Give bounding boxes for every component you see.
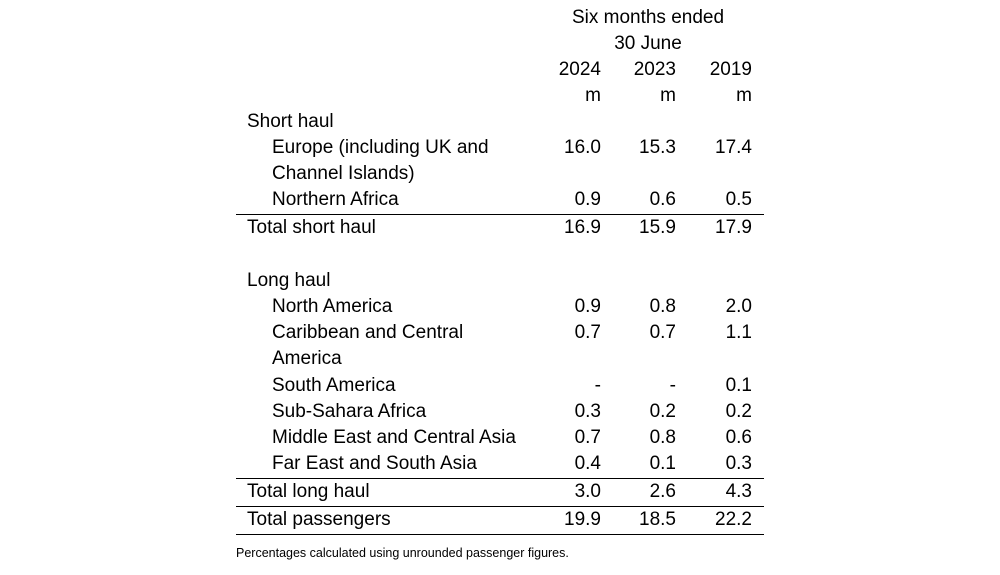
table-row (236, 294, 764, 320)
total-2023: 18.5 (639, 509, 676, 530)
unit-header-row (236, 83, 764, 109)
table-row (236, 373, 764, 399)
total-2023: 2.6 (649, 481, 676, 502)
period-heading-line1: Six months ended (571, 7, 725, 28)
value-2024: 0.3 (574, 401, 601, 422)
total-short-haul-row (236, 215, 764, 241)
section-title: Long haul (247, 270, 331, 291)
row-label-continued: America (272, 348, 342, 369)
value-2024: 0.4 (574, 453, 601, 474)
unit-2024: m (585, 85, 601, 106)
table-row (236, 187, 764, 213)
value-2019: 17.4 (715, 137, 752, 158)
year-header-row (236, 57, 764, 83)
table-row (236, 399, 764, 425)
table-row (236, 135, 764, 161)
row-label-continued: Channel Islands) (272, 163, 415, 184)
divider (236, 534, 764, 535)
total-2019: 17.9 (715, 217, 752, 238)
total-2019: 4.3 (725, 481, 752, 502)
value-2024: 0.7 (574, 427, 601, 448)
total-2019: 22.2 (715, 509, 752, 530)
row-label: Sub-Sahara Africa (272, 401, 427, 422)
value-2019: 0.1 (725, 375, 752, 396)
total-passengers-row (236, 507, 764, 533)
row-label: Middle East and Central Asia (272, 427, 516, 448)
total-label: Total long haul (247, 481, 370, 502)
value-2023: 0.8 (649, 296, 676, 317)
row-label: South America (272, 375, 396, 396)
total-long-haul-row (236, 479, 764, 505)
total-2024: 3.0 (574, 481, 601, 502)
value-2019: 2.0 (725, 296, 752, 317)
section-title: Short haul (247, 111, 334, 132)
table-row (236, 425, 764, 451)
total-2024: 16.9 (564, 217, 601, 238)
total-label: Total short haul (247, 217, 376, 238)
value-2023: - (669, 375, 676, 396)
total-2023: 15.9 (639, 217, 676, 238)
value-2023: 0.2 (649, 401, 676, 422)
value-2023: 0.7 (649, 322, 676, 343)
table-row-continuation (236, 346, 764, 372)
table-row (236, 451, 764, 477)
section-title-short-haul (236, 109, 764, 135)
year-2019-header: 2019 (709, 59, 752, 80)
value-2024: 16.0 (564, 137, 601, 158)
table-row (236, 320, 764, 346)
year-2023-header: 2023 (633, 59, 676, 80)
value-2024: 0.9 (574, 296, 601, 317)
total-2024: 19.9 (564, 509, 601, 530)
unit-2023: m (660, 85, 676, 106)
value-2023: 0.6 (649, 189, 676, 210)
value-2023: 0.8 (649, 427, 676, 448)
total-label: Total passengers (247, 509, 391, 530)
table-row-continuation (236, 161, 764, 187)
value-2024: 0.7 (574, 322, 601, 343)
row-label: Far East and South Asia (272, 453, 477, 474)
row-label: Caribbean and Central (272, 322, 464, 343)
year-2024-header: 2024 (558, 59, 601, 80)
value-2019: 0.2 (725, 401, 752, 422)
row-label: Northern Africa (272, 189, 399, 210)
period-heading-line2: 30 June (614, 33, 682, 54)
unit-2019: m (736, 85, 752, 106)
value-2019: 0.6 (725, 427, 752, 448)
value-2024: - (594, 375, 601, 396)
value-2024: 0.9 (574, 189, 601, 210)
value-2023: 0.1 (649, 453, 676, 474)
footnote: Percentages calculated using unrounded passenger figures. (236, 546, 569, 560)
value-2019: 0.3 (725, 453, 752, 474)
section-title-long-haul (236, 268, 764, 294)
value-2019: 0.5 (725, 189, 752, 210)
row-label: North America (272, 296, 393, 317)
value-2019: 1.1 (725, 322, 752, 343)
value-2023: 15.3 (639, 137, 676, 158)
row-label: Europe (including UK and (272, 137, 489, 158)
